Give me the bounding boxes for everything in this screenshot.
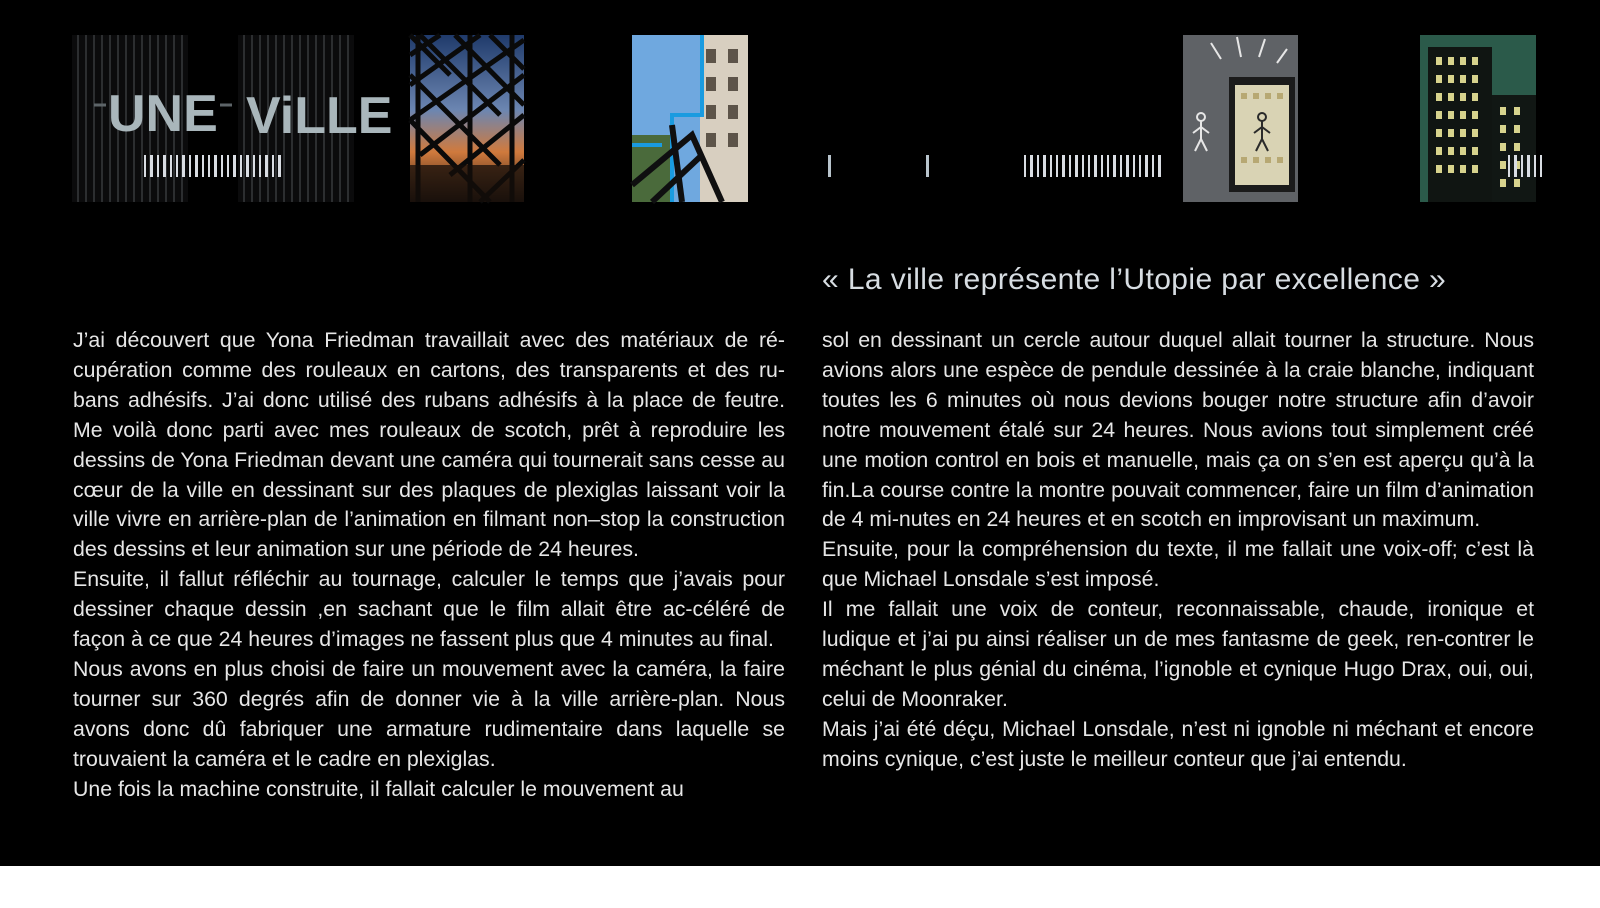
sunset-grid-graphic: [410, 35, 524, 202]
timeline-tick-single-2: [926, 155, 929, 177]
left-text-column: [73, 326, 785, 805]
paragraph: Nous avons en plus choisi de faire un mouvement avec la caméra, la faire tourner sur 360 degrés afin de donner vie à la ville arrière-plan. Nous avons donc dû fabriquer une armature rudimentaire dans laquelle se trouvaient la caméra et le cadre en plexiglas.: [73, 656, 785, 771]
stick-figure-graphic: [1183, 35, 1298, 202]
timeline-ticks-2: [1024, 155, 1161, 177]
title-word-ville: ViLLE: [246, 87, 393, 145]
paragraph: Ensuite, pour la compréhension du texte, il me fallait une voix-off; c’est là que Michael Lonsdale s’est imposé.: [822, 537, 1534, 592]
paragraph: Il me fallait une voix de conteur, reconnaissable, chaude, ironique et ludique et j’ai pu ainsi réaliser un de mes fantasme de geek, ren-contrer le méchant le plus génial du cinéma, l’ignoble et cynique Hugo Drax, oui, oui, celui de Moonraker.: [822, 597, 1534, 711]
timeline-ticks-1: [144, 155, 281, 177]
cityscape-sunset-grid-frame: [410, 35, 524, 202]
paris-building-graphic: [632, 35, 748, 202]
stick-figure-door-frame: [1183, 35, 1298, 202]
paragraph: J’ai découvert que Yona Friedman travaillait avec des matériaux de ré-cupération comme des rouleaux en cartons, des transparents et des ru-bans adhésifs. J’ai donc utilisé des rubans adhésifs à la place de feutre. Me voilà donc parti avec mes rouleaux de scotch, prêt à reproduire les dessins de Yona Friedman devant une caméra qui tournerait sans cesse au cœur de la ville en dessinant sur des plaques de plexiglas laissant voir la ville vivre en arrière-plan de l’animation en filmant non–stop la construction des dessins et leur animation sur une période de 24 heures.: [73, 328, 785, 562]
paragraph: Mais j’ai été déçu, Michael Lonsdale, n’est ni ignoble ni méchant et encore moins cynique, c’est juste le meilleur conteur que j’ai entendu.: [822, 716, 1534, 771]
paris-building-blue-drawing-frame: [632, 35, 748, 202]
paragraph: Ensuite, il fallut réfléchir au tournage, calculer le temps que j’avais pour dessiner chaque dessin ,en sachant que le film allait être ac-céléré de façon à ce que 24 heures d’images ne fassent plus que 4 minutes au final.: [73, 567, 785, 652]
right-text-column: [822, 326, 1534, 775]
pull-quote: « La ville représente l’Utopie par excellence »: [822, 263, 1447, 296]
timeline-ticks-3: [1508, 155, 1542, 177]
title-word-une: UNE: [108, 85, 218, 143]
paragraph: Une fois la machine construite, il fallait calculer le mouvement au: [73, 776, 684, 801]
timeline-tick-single-1: [828, 155, 831, 177]
paragraph: sol en dessinant un cercle autour duquel allait tourner la structure. Nous avions alors une espèce de pendule dessinée à la craie blanche, indiquant toutes les 6 minutes où nous devions bouger notre structure afin d’avoir notre mouvement étalé sur 24 heures. Nous avions tout simplement créé une motion control en bois et manuelle, mais ça on s’en est aperçu qu’à la fin.La course contre la montre pouvait commencer, faire un film d’animation de 4 mi-nutes en 24 heures et en scotch en improvisant un maximum.: [822, 328, 1534, 532]
